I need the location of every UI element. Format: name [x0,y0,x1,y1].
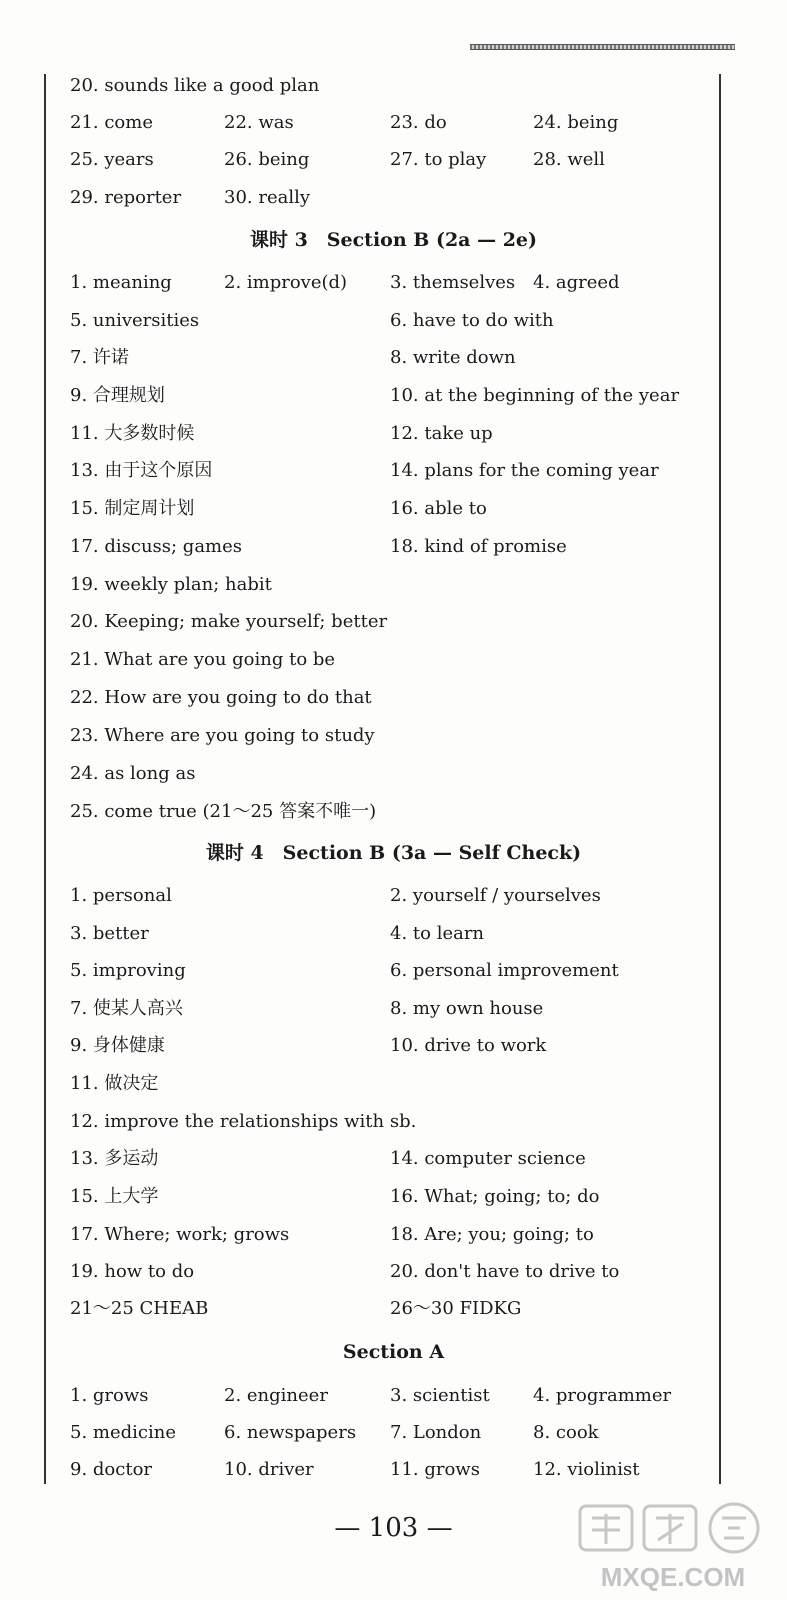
answer-item: 4. agreed [533,272,620,293]
answer-item: 9. doctor [70,1459,153,1480]
answer-item: 24. being [533,112,619,133]
answer-item: 15. 制定周计划 [70,498,195,519]
answer-item: 8. write down [390,347,516,368]
answer-row [0,1418,787,1448]
answer-row [0,645,787,675]
answer-row [0,607,787,637]
answer-row [0,797,787,827]
answer-row [0,71,787,101]
answer-row [0,721,787,751]
answer-item: 14. computer science [390,1148,586,1169]
answer-row [0,1220,787,1250]
answer-row [0,456,787,486]
answer-item: 16. able to [390,498,487,519]
answer-item: 2. yourself / yourselves [390,885,601,906]
answer-item: 20. don't have to drive to [390,1261,620,1282]
answer-item: 21. come [70,112,153,133]
answer-row [0,343,787,373]
answer-item: 21. What are you going to be [70,649,336,670]
answer-row [0,1182,787,1212]
answer-row [0,919,787,949]
answer-row [0,570,787,600]
answer-row [0,1107,787,1137]
answer-item: 11. 做决定 [70,1073,159,1094]
answer-item: 16. What; going; to; do [390,1186,600,1207]
answer-row [0,1381,787,1411]
answer-item: 24. as long as [70,763,196,784]
answer-item: 13. 多运动 [70,1148,159,1169]
answer-item: 6. personal improvement [390,960,619,981]
section-heading-lesson-4: 课时 4 Section B (3a — Self Check) [205,842,582,864]
answer-row [0,306,787,336]
answer-item: 27. to play [390,149,487,170]
answer-row [0,183,787,213]
answer-row [0,532,787,562]
answer-row [0,1069,787,1099]
answer-item: 5. universities [70,310,200,331]
answer-row [0,759,787,789]
answer-item: 20. Keeping; make yourself; better [70,611,388,632]
answer-item: 15. 上大学 [70,1186,159,1207]
answer-item: 25. years [70,149,154,170]
answer-item: 10. driver [224,1459,314,1480]
answer-item: 5. medicine [70,1422,176,1443]
answer-row [0,1031,787,1061]
answer-item: 2. engineer [224,1385,328,1406]
answer-item: 6. have to do with [390,310,554,331]
answer-item: 7. London [390,1422,482,1443]
answer-item: 11. grows [390,1459,480,1480]
answer-row [0,994,787,1024]
answer-item: 19. weekly plan; habit [70,574,272,595]
answer-item: 3. scientist [390,1385,490,1406]
answer-item: 8. my own house [390,998,544,1019]
answer-item: 1. personal [70,885,172,906]
answer-item: 22. How are you going to do that [70,687,372,708]
section-heading-lesson-3: 课时 3 Section B (2a — 2e) [249,229,538,251]
answer-item: 13. 由于这个原因 [70,460,213,481]
answer-item: 20. sounds like a good plan [70,75,320,96]
answer-item: 6. newspapers [224,1422,357,1443]
answer-item: 12. improve the relationships with sb. [70,1111,417,1132]
answer-item: 18. Are; you; going; to [390,1224,594,1245]
answer-item: 9. 身体健康 [70,1035,165,1056]
answer-item: 17. discuss; games [70,536,243,557]
answer-row [0,108,787,138]
answer-item: 26～30 FIDKG [390,1298,522,1319]
answer-row [0,1294,787,1324]
answer-item: 10. at the beginning of the year [390,385,680,406]
answer-item: 10. drive to work [390,1035,547,1056]
answer-row [0,683,787,713]
answer-item: 1. meaning [70,272,172,293]
answer-item: 1. grows [70,1385,149,1406]
answer-row [0,494,787,524]
answer-item: 12. take up [390,423,493,444]
answer-item: 7. 许诺 [70,347,129,368]
answer-row [0,881,787,911]
answer-row [0,956,787,986]
answer-item: 12. violinist [533,1459,640,1480]
answer-item: 23. Where are you going to study [70,725,375,746]
answer-item: 29. reporter [70,187,182,208]
answer-item: 8. cook [533,1422,599,1443]
answer-row [0,381,787,411]
answer-item: 23. do [390,112,447,133]
answer-item: 18. kind of promise [390,536,567,557]
section-heading-section-a: Section A [342,1341,445,1363]
answer-item: 5. improving [70,960,186,981]
answer-item: 7. 使某人高兴 [70,998,183,1019]
answer-row [0,1257,787,1287]
answer-item: 30. really [224,187,311,208]
answer-item: 3. better [70,923,149,944]
answer-item: 25. come true (21～25 答案不唯一) [70,801,377,822]
answer-item: 9. 合理规划 [70,385,165,406]
header-rule [470,44,735,50]
answer-item: 17. Where; work; grows [70,1224,290,1245]
answer-row [0,1144,787,1174]
answer-item: 4. programmer [533,1385,672,1406]
page-number: — 103 — [334,1513,453,1543]
answer-row [0,1455,787,1485]
answer-item: 19. how to do [70,1261,195,1282]
answer-item: 22. was [224,112,294,133]
answer-item: 26. being [224,149,310,170]
answer-item: 14. plans for the coming year [390,460,659,481]
answer-item: 11. 大多数时候 [70,423,195,444]
answer-row [0,268,787,298]
answer-item: 3. themselves [390,272,516,293]
answer-item: 2. improve(d) [224,272,348,293]
answer-item: 4. to learn [390,923,485,944]
watermark-text: MXQE.COM [600,1562,746,1592]
answer-item: 21～25 CHEAB [70,1298,209,1319]
answer-row [0,145,787,175]
watermark-logo-icon [568,1500,778,1596]
answer-row [0,419,787,449]
answer-item: 28. well [533,149,605,170]
